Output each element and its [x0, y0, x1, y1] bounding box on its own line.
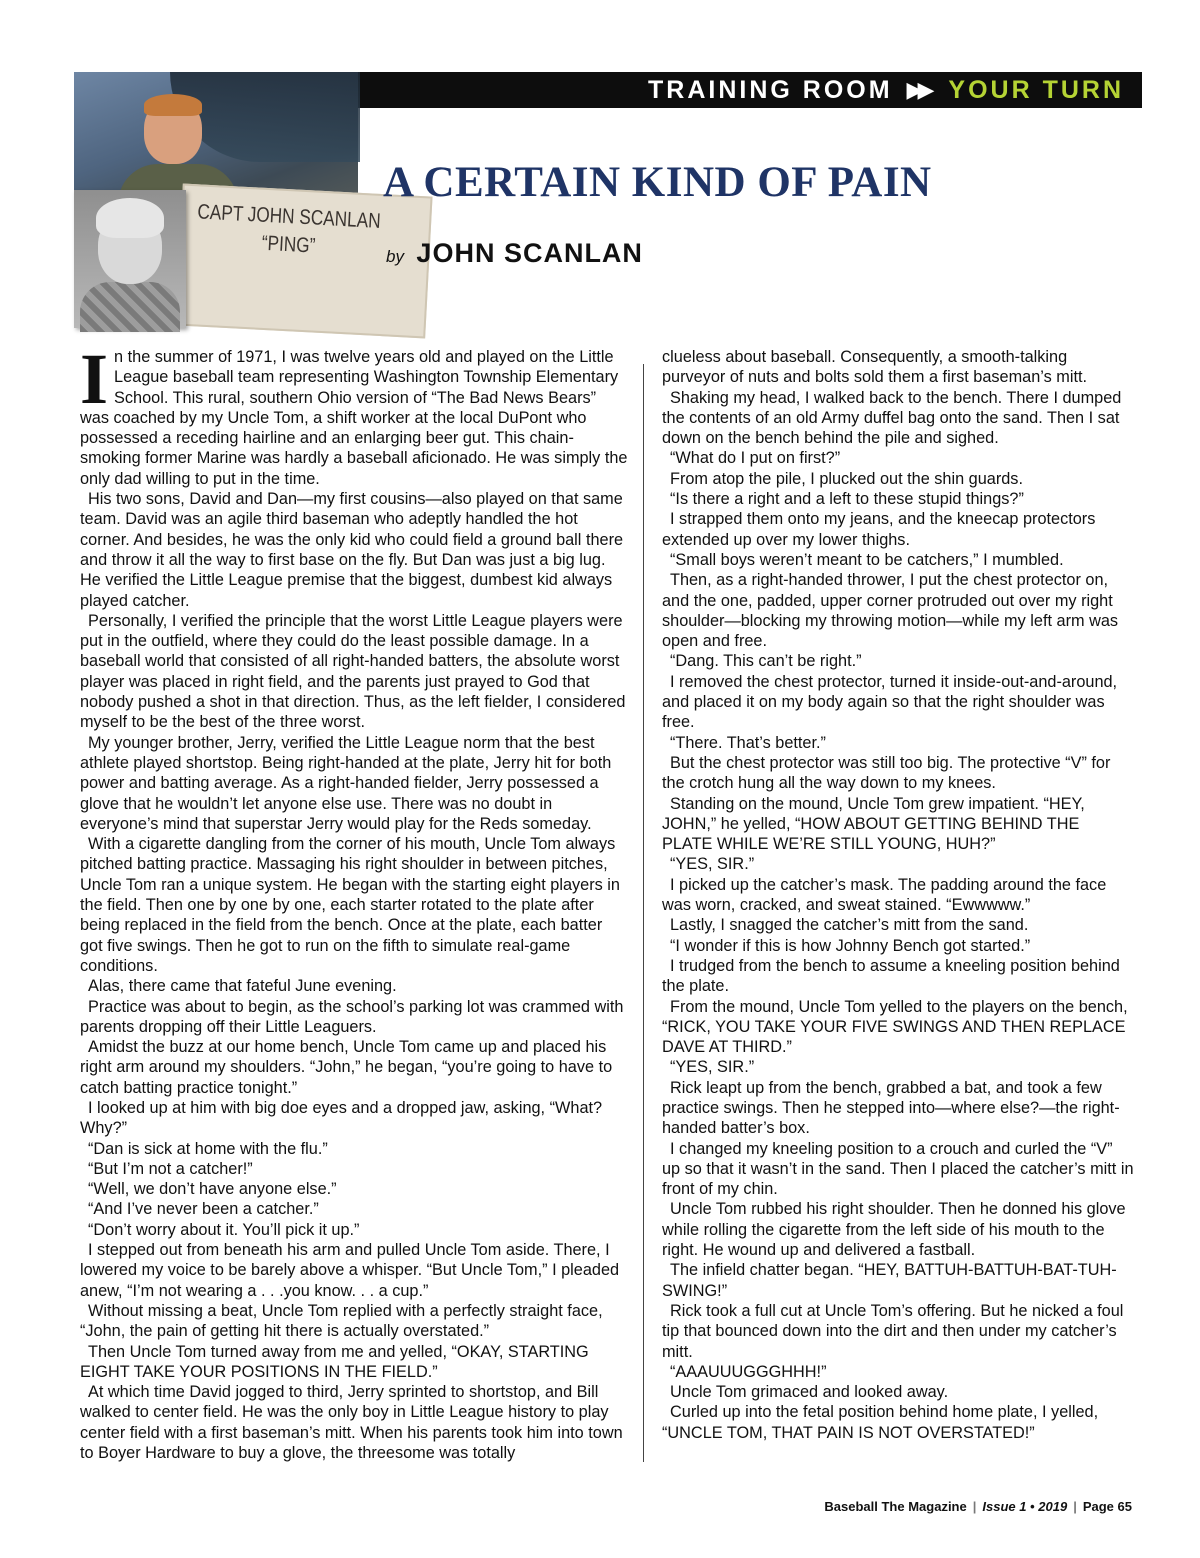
paragraph: “Dan is sick at home with the flu.”	[88, 1139, 328, 1158]
paragraph: “YES, SIR.”	[670, 1058, 755, 1077]
subsection-label: YOUR TURN	[948, 75, 1124, 104]
paragraph: Then Uncle Tom turned away from me and yelled, “OKAY, STARTING EIGHT TAKE YOUR POSITIONS IN THE FIELD.”	[80, 1342, 589, 1381]
paragraph: n the summer of 1971, I was twelve years old and played on the Little League baseball team representing Washington Township Elementary School. This rural, southern Ohio version of “The Bad News Bears” was coached by my Uncle Tom, a shift worker at the local DuPont who possessed a receding hairline and an enlarging beer gut. This chain-smoking former Marine was hardly a baseball aficionado. He was simply the only dad willing to put in the time.	[80, 348, 628, 488]
paragraph: “Is there a right and a left to these stupid things?”	[670, 490, 1024, 509]
paragraph: From the mound, Uncle Tom yelled to the players on the bench, “RICK, YOU TAKE YOUR FIVE SWINGS AND THEN REPLACE DAVE AT THIRD.”	[662, 997, 1128, 1057]
paragraph: The infield chatter began. “HEY, BATTUH-BATTUH-BAT-TUH-SWING!”	[662, 1261, 1117, 1300]
paragraph: Practice was about to begin, as the school’s parking lot was crammed with parents dropping off their Little Leaguers.	[80, 997, 624, 1036]
kid-hair	[96, 198, 164, 238]
issue-year: 2019	[1038, 1499, 1068, 1514]
paragraph: Lastly, I snagged the catcher’s mitt from the sand.	[670, 916, 1029, 935]
paragraph: Curled up into the fetal position behind home plate, I yelled, “UNCLE TOM, THAT PAIN IS NOT OVERSTATED!”	[662, 1403, 1099, 1442]
paragraph: My younger brother, Jerry, verified the Little League norm that the best athlete played shortstop. Being right-handed at the plate, Jerry hit for both power and batting average. As a right-handed fielder, Jerry possessed a glove that he wouldn’t let anyone else use. There was no doubt in everyone’s mind that superstar Jerry would play for the Reds someday.	[80, 733, 612, 833]
column-divider	[643, 364, 644, 1462]
paragraph: Amidst the buzz at our home bench, Uncle Tom came up and placed his right arm around my shoulders. “John,” he began, “you’re going to have to catch batting practice tonight.”	[80, 1038, 613, 1097]
paragraph: Shaking my head, I walked back to the bench. There I dumped the contents of an old Army duffel bag onto the sand. Then I sat down on the bench behind the pile and sighed.	[662, 388, 1122, 448]
article-column-left	[80, 339, 628, 1463]
paragraph: I stepped out from beneath his arm and pulled Uncle Tom aside. There, I lowered my voice to be barely above a whisper. “But Uncle Tom,” I pleaded anew, “I’m not wearing a . . .you know. . . a cup.”	[80, 1241, 620, 1300]
article-column-right	[662, 347, 1134, 1443]
paragraph: “YES, SIR.”	[670, 855, 755, 874]
paragraph: I trudged from the bench to assume a kneeling position behind the plate.	[662, 956, 1120, 996]
drop-cap: I	[80, 339, 109, 419]
paragraph: “There. That’s better.”	[670, 733, 826, 752]
paragraph: His two sons, David and Dan—my first cousins—also played on that same team. David was an agile third baseman who adeptly handled the hot corner. And besides, he was the only kid who could field a ground ball there and throw it all the way to first base on the fly. But Dan was just a big lug. He verified the Little League premise that the biggest, dumbest kid always played catcher.	[80, 490, 624, 610]
paragraph: Then, as a right-handed thrower, I put the chest protector on, and the one, padded, upper corner protruded out over my right shoulder—blocking my throwing motion—while my left arm was open and free.	[662, 571, 1119, 651]
paragraph: “And I’ve never been a catcher.”	[88, 1200, 319, 1219]
paragraph: Uncle Tom rubbed his right shoulder. Then he donned his glove while rolling the cigarette from the left side of his mouth to the right. He wound up and delivered a fastball.	[662, 1200, 1126, 1260]
page-number: Page 65	[1082, 1499, 1132, 1514]
paragraph: I removed the chest protector, turned it inside-out-and-around, and placed it on my body again so that the right shoulder was free.	[662, 672, 1118, 732]
paragraph: Uncle Tom grimaced and looked away.	[670, 1383, 949, 1402]
nameplate-line-1: CAPT JOHN SCANLAN	[196, 200, 382, 233]
paragraph: clueless about baseball. Consequently, a smooth-talking purveyor of nuts and bolts sold them a first baseman’s mitt.	[662, 348, 1088, 387]
paragraph: With a cigarette dangling from the corner of his mouth, Uncle Tom always pitched batting practice. Massaging his right shoulder in between pitches, Uncle Tom ran a unique system. He began with the starting eight players in the field. Then one by one by one, each starter rotated to the plate after being replaced in the field from the bench. Once at the plate, each batter got five swings. Then he got to run on the fifth to simulate real-game conditions.	[80, 835, 620, 975]
paragraph: Rick took a full cut at Uncle Tom’s offering. But he nicked a foul tip that bounced down into the dirt and then under my catcher’s mitt.	[662, 1301, 1124, 1361]
paragraph: “What do I put on first?”	[670, 449, 841, 468]
paragraph: I strapped them onto my jeans, and the kneecap protectors extended up over my lower thighs.	[662, 510, 1096, 549]
nameplate-line-2: “PING”	[261, 231, 316, 258]
byline-prefix: by	[386, 247, 404, 266]
paragraph: “I wonder if this is how Johnny Bench got started.”	[670, 936, 1031, 955]
author-name: JOHN SCANLAN	[416, 238, 643, 268]
paragraph: Alas, there came that fateful June evening.	[88, 977, 397, 996]
magazine-name: Baseball The Magazine	[824, 1499, 967, 1514]
pilot-hair	[144, 94, 202, 116]
section-label: TRAINING ROOM	[648, 75, 893, 104]
childhood-photo	[74, 190, 186, 328]
bullet-separator: •	[1030, 1499, 1035, 1514]
section-header-bar	[356, 72, 1142, 108]
paragraph: Standing on the mound, Uncle Tom grew impatient. “HEY, JOHN,” he yelled, “HOW ABOUT GETTING BEHIND THE PLATE WHILE WE’RE STILL YOUNG, HUH?”	[662, 794, 1085, 854]
paragraph: Rick leapt up from the bench, grabbed a bat, and took a few practice swings. Then he stepped into—where else?—the right-handed batter’s box.	[662, 1078, 1120, 1138]
paragraph: “But I’m not a catcher!”	[88, 1159, 253, 1178]
paragraph: But the chest protector was still too big. The protective “V” for the crotch hung all the way down to my knees.	[662, 753, 1111, 793]
kid-shirt	[80, 282, 180, 332]
paragraph: I looked up at him with big doe eyes and a dropped jaw, asking, “What? Why?”	[80, 1098, 603, 1138]
paragraph: “AAAUUUGGGHHH!”	[670, 1362, 827, 1381]
paragraph: “Well, we don’t have anyone else.”	[88, 1180, 337, 1199]
paragraph: Without missing a beat, Uncle Tom replied with a perfectly straight face, “John, the pain of getting hit there is actually overstated.”	[80, 1301, 603, 1341]
footer-separator: |	[972, 1499, 977, 1514]
paragraph: “Don’t worry about it. You’ll pick it up.”	[88, 1220, 360, 1239]
paragraph: At which time David jogged to third, Jerry sprinted to shortstop, and Bill walked to center field. He was the only boy in Little League history to play center field with a first baseman’s mitt. When his parents took him into town to Boyer Hardware to buy a glove, the threesome was totally	[80, 1383, 623, 1463]
paragraph: I changed my kneeling position to a crouch and curled the “V” up so that it wasn’t in the sand. Then I placed the catcher’s mitt in front of my chin.	[662, 1139, 1134, 1199]
double-arrow-icon: ▶▶	[906, 77, 929, 102]
footer-separator: |	[1073, 1499, 1077, 1514]
byline	[386, 238, 643, 269]
paragraph: Personally, I verified the principle that the worst Little League players were put in the outfield, where they could do the least possible damage. In a baseball world that consisted of all right-handed batters, the absolute worst player was placed in right field, and the parents just prayed to God that nobody pushed a shot in that direction. Thus, as the left fielder, I considered myself to be the best of the three worst.	[80, 611, 626, 732]
paragraph: From atop the pile, I plucked out the shin guards.	[670, 469, 1023, 488]
issue-number: Issue 1	[982, 1499, 1027, 1514]
paragraph: I picked up the catcher’s mask. The padding around the face was worn, cracked, and sweat stained. “Ewwwww.”	[662, 875, 1107, 915]
article-title: A CERTAIN KIND OF PAIN	[383, 159, 932, 206]
page-footer	[824, 1499, 1132, 1514]
paragraph: “Small boys weren’t meant to be catchers,” I mumbled.	[670, 550, 1064, 569]
paragraph: “Dang. This can’t be right.”	[670, 652, 862, 671]
